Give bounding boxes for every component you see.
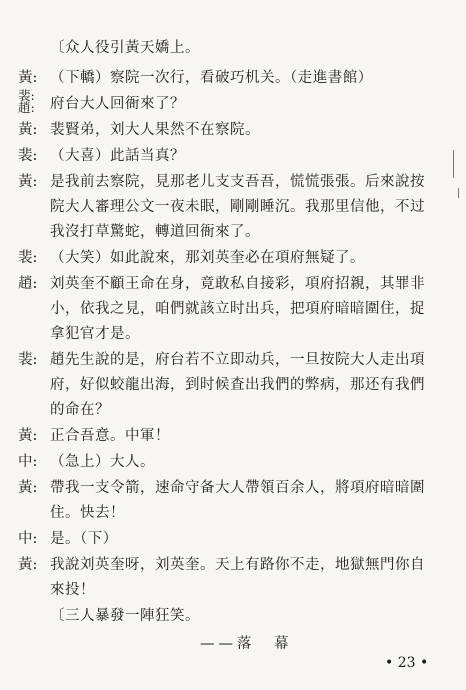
dialogue-line: 帶我一支令箭，速命守备大人帶領百余人，將項府暗暗圍: [50, 480, 425, 496]
speaker-label: 裴:: [18, 148, 38, 164]
margin-mark: [453, 150, 454, 178]
margin-mark: [458, 188, 459, 198]
speaker-label: 黃:: [18, 174, 38, 190]
dialogue-line: 來投！: [50, 582, 95, 598]
speaker-label: 黃:: [18, 70, 38, 86]
speaker-label: 裴:: [18, 352, 38, 368]
dialogue-line: （急上）大人。: [50, 454, 155, 470]
speaker-label: 中:: [18, 531, 38, 547]
dialogue-line: 我說刘英奎呀，刘英奎。天上有路你不走，地獄無門你自: [50, 557, 425, 573]
speaker-label: 裴:: [18, 250, 38, 266]
speaker-label-stacked-2: 趙:: [18, 100, 35, 115]
curtain-marker: ——落 幕: [200, 636, 293, 652]
dialogue-line: 我沒打草驚蛇，轉道回衙來了。: [50, 224, 260, 240]
speaker-label: 黃:: [18, 480, 38, 496]
dialogue-line: 是。（下）: [50, 531, 118, 547]
stage-direction-line: 〔三人暴發一陣狂笑。: [50, 608, 200, 624]
dialogue-line: （大笑）如此說來，那刘英奎必在項府無疑了。: [50, 250, 365, 266]
dialogue-line: 是我前去察院，見那老儿支支吾吾，慌慌張張。后來說按: [50, 174, 425, 190]
dialogue-line: 小，依我之見，咱們就該立时出兵，把項府暗暗圍住，捉: [50, 301, 425, 317]
dialogue-line: 趙先生說的是，府台若不立即动兵，一旦按院大人走出項: [50, 352, 425, 368]
dialogue-line: 院大人審理公文一夜未眠，剛剛睡沉。我那里信他，不过: [50, 199, 425, 215]
speaker-label: 中:: [18, 454, 38, 470]
dialogue-line: 住。快去！: [50, 505, 125, 521]
dialogue-line: （下轎）察院一次行，看破巧机关。（走進書館）: [50, 70, 373, 86]
speaker-label: 黃:: [18, 557, 38, 573]
speaker-label-stacked-1: 裴:: [18, 88, 35, 103]
dialogue-line: 府，好似蛟龍出海，到时候査出我們的弊病，那还有我們: [50, 377, 425, 393]
speaker-label: 黃:: [18, 428, 38, 444]
page-number: • 23 •: [385, 655, 429, 671]
stage-direction-line: 〔众人役引黃天嬌上。: [50, 40, 200, 56]
dialogue-line: 刘英奎不顧王命在身，竟敢私自接彩，項府招親，其罪非: [50, 276, 425, 292]
dialogue-line: 拿犯官才是。: [50, 326, 140, 342]
speaker-label: 黃:: [18, 122, 38, 138]
dialogue-line: （大喜）此話当真？: [50, 148, 185, 164]
dialogue-line: 正合吾意。中軍！: [50, 428, 170, 444]
speaker-label: 趙:: [18, 276, 38, 292]
dialogue-line: 裴賢弟，刘大人果然不在察院。: [50, 122, 260, 138]
dialogue-line: 府台大人回衙來了？: [50, 96, 185, 112]
dialogue-line: 的命在？: [50, 402, 110, 418]
